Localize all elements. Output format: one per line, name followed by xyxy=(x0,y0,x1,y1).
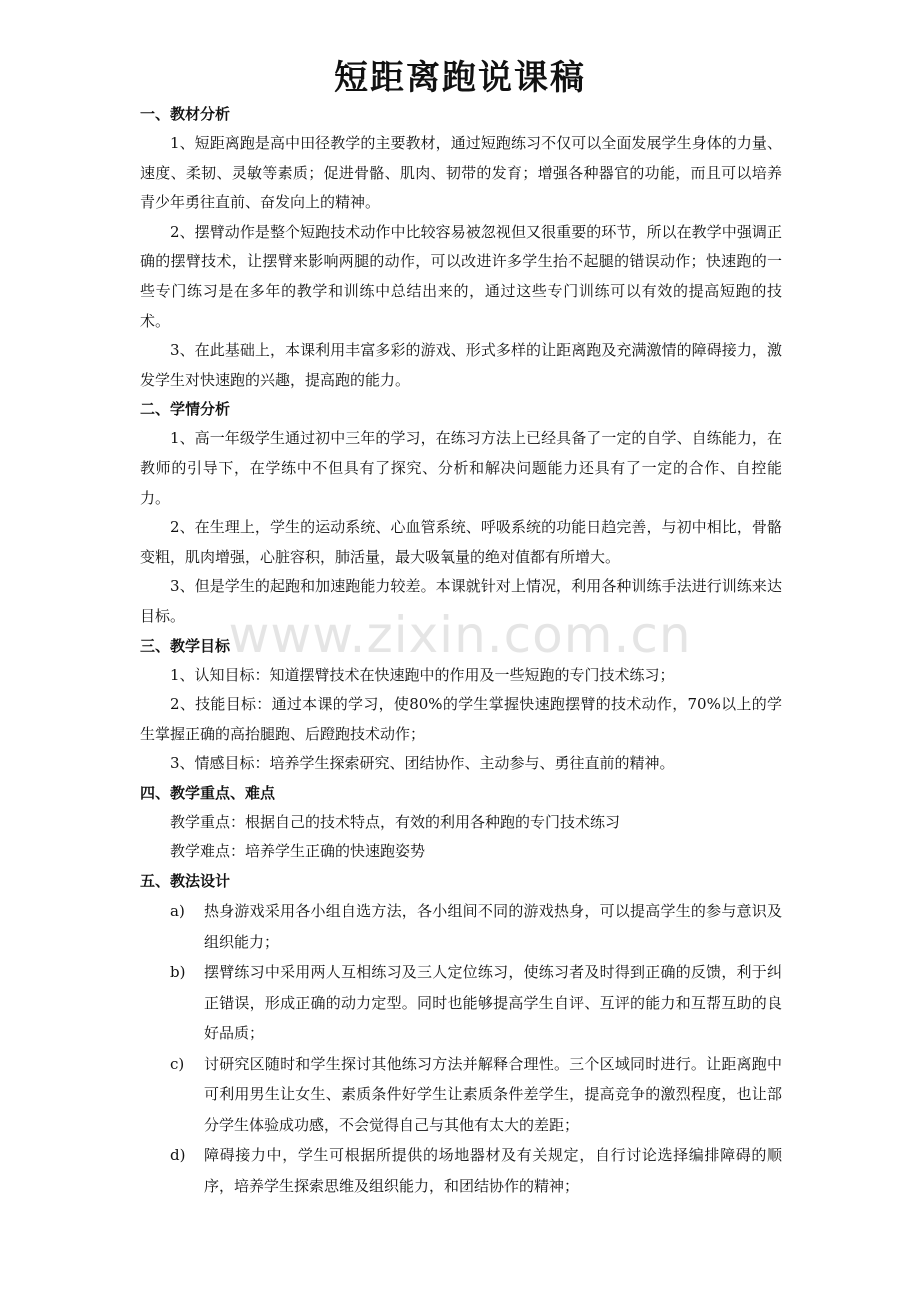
list-marker: d) xyxy=(170,1146,186,1165)
list-text: 障碍接力中，学生可根据所提供的场地器材及有关规定，自行讨论选择编排障碍的顺序，培养学生探索思维及组织能力，和团结协作的精神； xyxy=(204,1146,782,1195)
section-student-analysis xyxy=(140,395,782,631)
section-heading: 五、教法设计 xyxy=(140,872,231,891)
section-key-points xyxy=(140,779,782,867)
paragraph: 1、短距离跑是高中田径教学的主要教材，通过短跑练习不仅可以全面发展学生身体的力量、速度、柔韧、灵敏等素质；促进骨骼、肌肉、韧带的发育；增强各种器官的功能，而且可以培养青少年勇往直前、奋发向上的精神。 xyxy=(140,134,782,212)
list-text: 讨研究区随时和学生探讨其他练习方法并解释合理性。三个区域同时进行。让距离跑中可利用男生让女生、素质条件好学生让素质条件差学生，提高竞争的激烈程度，也让部分学生体验成功感，不会觉得自己与其他有太大的差距； xyxy=(204,1054,782,1134)
section-heading: 三、教学目标 xyxy=(140,636,231,655)
key-point-line: 教学重点：根据自己的技术特点，有效的利用各种跑的专门技术练习 xyxy=(170,812,621,831)
list-text: 热身游戏采用各小组自选方法，各小组间不同的游戏热身，可以提高学生的参与意识及组织能力； xyxy=(204,902,782,951)
paragraph: 1、认知目标：知道摆臂技术在快速跑中的作用及一些短跑的专门技术练习； xyxy=(170,665,675,684)
section-heading: 一、教材分析 xyxy=(140,105,231,123)
paragraph: 2、在生理上，学生的运动系统、心血管系统、呼吸系统的功能日趋完善，与初中相比，骨骼变粗，肌肉增强，心脏容积，肺活量，最大吸氧量的绝对值都有所增大。 xyxy=(140,518,782,566)
list-marker: c) xyxy=(170,1054,185,1073)
list-item xyxy=(140,896,782,957)
section-heading: 二、学情分析 xyxy=(140,400,231,419)
list-text: 摆臂练习中采用两人互相练习及三人定位练习，使练习者及时得到正确的反馈，利于纠正错误，形成正确的动力定型。同时也能够提高学生自评、互评的能力和互帮互助的良好品质； xyxy=(204,963,782,1043)
section-heading: 四、教学重点、难点 xyxy=(140,783,276,802)
difficulty-line: 教学难点：培养学生正确的快速跑姿势 xyxy=(170,842,426,861)
paragraph: 3、但是学生的起跑和加速跑能力较差。本课就针对上情况，利用各种训练手法进行训练来达目标。 xyxy=(140,577,782,625)
paragraph: 1、高一年级学生通过初中三年的学习，在练习方法上已经具备了一定的自学、自练能力，在教师的引导下，在学练中不但具有了探究、分析和解决问题能力还具有了一定的合作、自控能力。 xyxy=(140,429,782,507)
paragraph: 3、情感目标：培养学生探索研究、团结协作、主动参与、勇往直前的精神。 xyxy=(170,754,675,773)
list-item xyxy=(140,957,782,1049)
method-list xyxy=(140,896,782,1201)
list-item xyxy=(140,1049,782,1141)
paragraph: 3、在此基础上，本课利用丰富多彩的游戏、形式多样的让距离跑及充满激情的障碍接力，激发学生对快速跑的兴趣，提高跑的能力。 xyxy=(140,341,782,389)
document-body xyxy=(140,100,782,1201)
section-teaching-goals xyxy=(140,632,782,779)
section-teaching-material xyxy=(140,100,782,395)
paragraph: 2、技能目标：通过本课的学习，使80%的学生掌握快速跑摆臂的技术动作，70%以上的学生掌握正确的高抬腿跑、后蹬跑技术动作； xyxy=(140,695,782,743)
document-title: 短距离跑说课稿 xyxy=(334,58,586,98)
section-method-design xyxy=(140,867,782,1201)
watermark-text: www.zixin.com.cn xyxy=(228,606,692,664)
paragraph: 2、摆臂动作是整个短跑技术动作中比较容易被忽视但又很重要的环节，所以在教学中强调正确的摆臂技术，让摆臂来影响两腿的动作，可以改进许多学生抬不起腿的错误动作；快速跑的一些专门练习是在多年的教学和训练中总结出来的，通过这些专门训练可以有效的提高短跑的技术。 xyxy=(140,222,782,330)
list-marker: a) xyxy=(170,902,185,921)
list-item xyxy=(140,1140,782,1201)
list-marker: b) xyxy=(170,963,186,982)
